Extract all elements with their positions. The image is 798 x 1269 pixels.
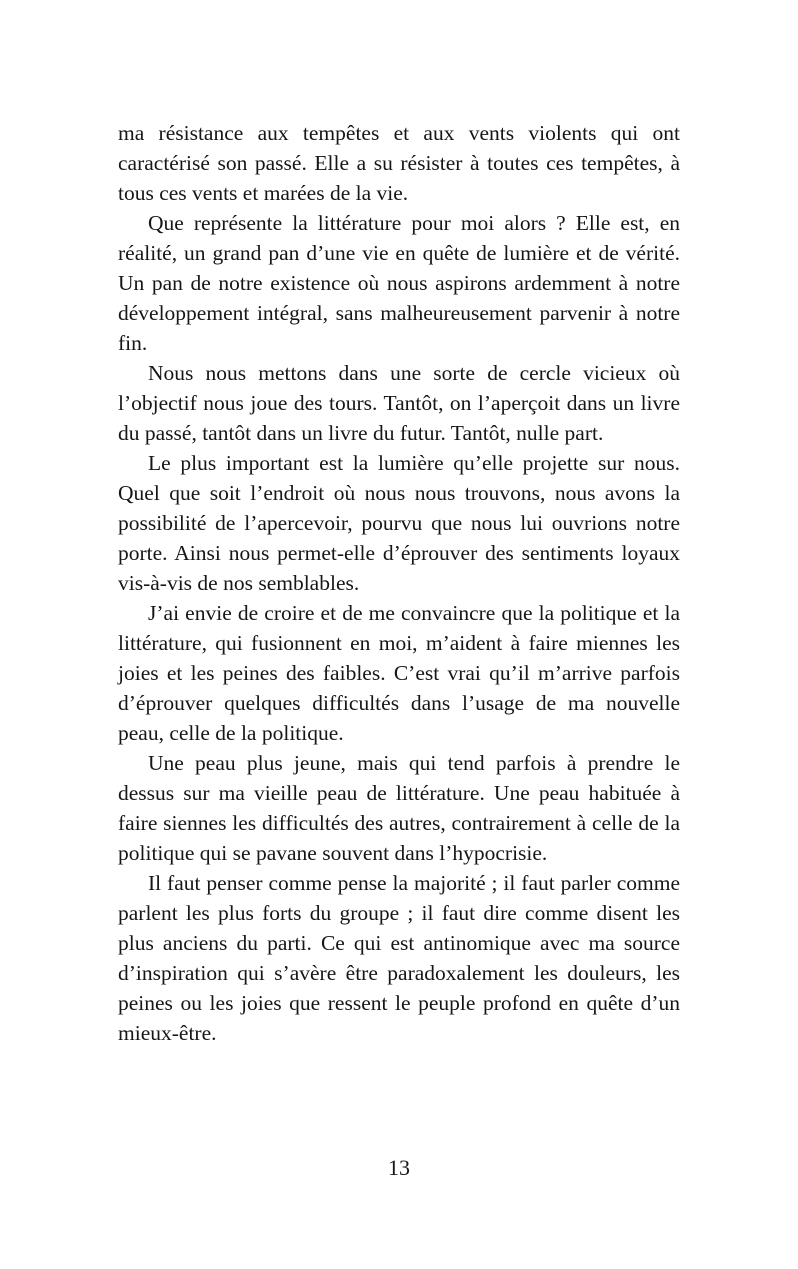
page-number: 13	[388, 1155, 410, 1180]
paragraph-4: Le plus important est la lumière qu’elle projette sur nous. Quel que soit l’endroit où nous nous trouvons, nous avons la possibilité de l’apercevoir, pourvu que nous lui ouvrions notre porte. Ainsi nous permet-elle d’éprouver des sentiments loyaux vis-à-vis de nos semblables.	[118, 451, 680, 595]
paragraph-6: Une peau plus jeune, mais qui tend parfois à prendre le dessus sur ma vieille peau de littérature. Une peau habituée à faire siennes les difficultés des autres, contrairement à celle de la politique qui se pavane souvent dans l’hypocrisie.	[118, 751, 680, 865]
paragraph-1: ma résistance aux tempêtes et aux vents violents qui ont caractérisé son passé. Elle a su résister à toutes ces tempêtes, à tous ces vents et marées de la vie.	[118, 121, 680, 205]
paragraph-7: Il faut penser comme pense la majorité ; il faut parler comme parlent les plus forts du groupe ; il faut dire comme disent les plus anciens du parti. Ce qui est antinomique avec ma source d’inspiration qui s’avère être paradoxalement les douleurs, les peines ou les joies que ressent le peuple profond en quête d’un mieux-être.	[118, 871, 680, 1045]
body-text	[118, 118, 680, 1048]
paragraph-2: Que représente la littérature pour moi alors ? Elle est, en réalité, un grand pan d’une vie en quête de lumière et de vérité. Un pan de notre existence où nous aspirons ardemment à notre développement intégral, sans malheureusement parvenir à notre fin.	[118, 211, 680, 355]
paragraph-3: Nous nous mettons dans une sorte de cercle vicieux où l’objectif nous joue des tours. Tantôt, on l’aperçoit dans un livre du passé, tantôt dans un livre du futur. Tantôt, nulle part.	[118, 361, 680, 445]
paragraph-5: J’ai envie de croire et de me convaincre que la politique et la littérature, qui fusionnent en moi, m’aident à faire miennes les joies et les peines des faibles. C’est vrai qu’il m’arrive parfois d’éprouver quelques difficultés dans l’usage de ma nouvelle peau, celle de la politique.	[118, 601, 680, 745]
